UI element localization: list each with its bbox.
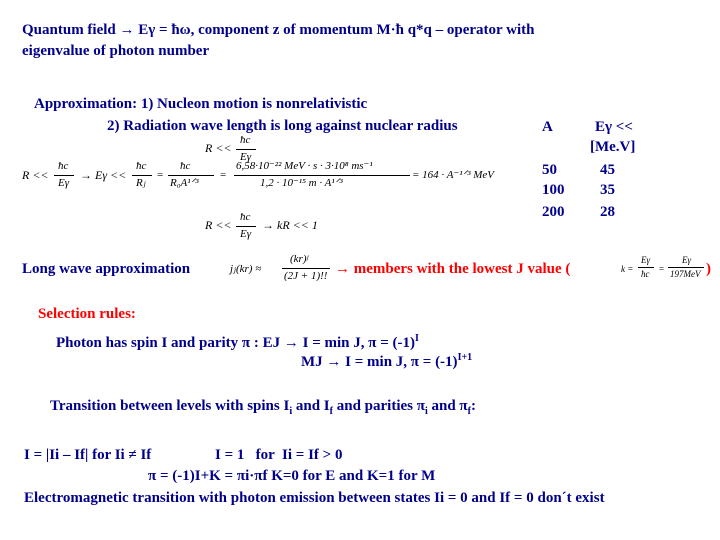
intro-line-1: Quantum field → Eγ = ħω, component z of momentum M·ħ q*q – operator with	[22, 22, 535, 38]
selection-photon-text-1: Photon has spin I and parity π : EJ → I = min J, π = (-1)	[56, 335, 416, 351]
formula-second-rhs: → kR << 1	[262, 218, 318, 232]
formula-result: = 164 · A⁻¹ᐟ³ MeV	[412, 169, 495, 181]
formula-main-den: Eγ	[58, 177, 70, 189]
bessel-lhs: jⱼ(kr) ≈	[230, 263, 262, 275]
k-den2: 197MeV	[670, 269, 701, 279]
table-row-a: 50	[542, 162, 557, 178]
formula-frac2-num: ħc	[136, 160, 147, 172]
table-header-unit: [Me.V]	[590, 139, 636, 155]
bessel-den: (2J + 1)!!	[284, 270, 328, 282]
formula-main-num: ħc	[58, 160, 69, 172]
formula-r-ll: R <<	[205, 141, 232, 155]
selection-title: Selection rules:	[38, 306, 136, 322]
intro-line-2: eigenvalue of photon number	[22, 43, 210, 59]
formula-top-num: ħc	[240, 134, 251, 146]
k-num1: Eγ	[641, 255, 651, 265]
bottom-line-3: Electromagnetic transition with photon emission between states Ii = 0 and If = 0 don´t exist	[24, 490, 605, 506]
bottom-line-2: π = (-1)I+K = πi·πf K=0 for E and K=1 for M	[148, 468, 436, 484]
formula-frac4-den: 1,2 · 10⁻¹⁵ m · A¹ᐟ³	[260, 177, 343, 189]
transition-parities: and parities π	[332, 398, 425, 414]
transition-and-if: and I	[292, 398, 330, 414]
transition-and: and π	[427, 398, 468, 414]
formula-eq1: =	[157, 169, 164, 181]
selection-photon-line-1	[56, 334, 419, 352]
formula-second-lhs: R <<	[205, 218, 232, 232]
formula-frac3-den: R₀A¹ᐟ³	[170, 177, 199, 189]
table-header-e: Eγ <<	[595, 119, 633, 135]
bessel-num: (kr)ʲ	[290, 253, 309, 265]
selection-photon-line-2	[301, 353, 472, 371]
k-eq: =	[659, 264, 665, 274]
table-row-a: 100	[542, 182, 565, 198]
table-row-e: 28	[600, 204, 615, 220]
table-row-a: 200	[542, 204, 565, 220]
formula-main-r: R <<	[22, 168, 49, 182]
transition-text: Transition between levels with spins I	[50, 398, 290, 414]
approximation-line-1: Approximation: 1) Nucleon motion is nonrelativistic	[34, 96, 368, 112]
formula-frac4-num: 6,58·10⁻²² MeV · s · 3·10⁸ ms⁻¹	[236, 160, 373, 172]
long-wave-close: )	[706, 261, 711, 277]
formula-second-num: ħc	[240, 211, 251, 223]
transition-sub-f: f	[329, 406, 333, 417]
table-header-a: A	[542, 119, 553, 135]
table-row-e: 45	[600, 162, 615, 178]
long-wave-label: Long wave approximation	[22, 261, 191, 277]
k-num2: Eγ	[682, 255, 692, 265]
formula-arrow: → Eγ <<	[80, 168, 127, 182]
bottom-line-1: I = |Ii – If| for Ii ≠ If I = 1 for Ii = If > 0	[24, 447, 343, 463]
k-lhs: k =	[621, 264, 634, 274]
table-row-e: 35	[600, 182, 615, 198]
transition-line	[50, 397, 476, 415]
selection-photon-text-2: MJ → I = min J, π = (-1)	[301, 354, 458, 370]
formula-top-den: Eγ	[240, 151, 252, 163]
formula-eq2: =	[220, 169, 227, 181]
formula-second-den: Eγ	[240, 228, 252, 240]
long-wave-members: → members with the lowest J value (	[335, 261, 571, 277]
selection-photon-sup-2: I+1	[457, 352, 473, 363]
formula-frac2-den: Rⱼ	[136, 177, 146, 189]
transition-sub-f2: f	[467, 406, 471, 417]
approximation-line-2: 2) Radiation wave length is long against nuclear radius	[107, 118, 458, 134]
transition-sub-i2: i	[424, 406, 428, 417]
selection-photon-sup-1: I	[415, 333, 419, 344]
k-den1: ħc	[641, 269, 650, 279]
transition-colon: :	[471, 398, 476, 414]
formula-frac3-num: ħc	[180, 160, 191, 172]
transition-sub-i: i	[289, 406, 293, 417]
